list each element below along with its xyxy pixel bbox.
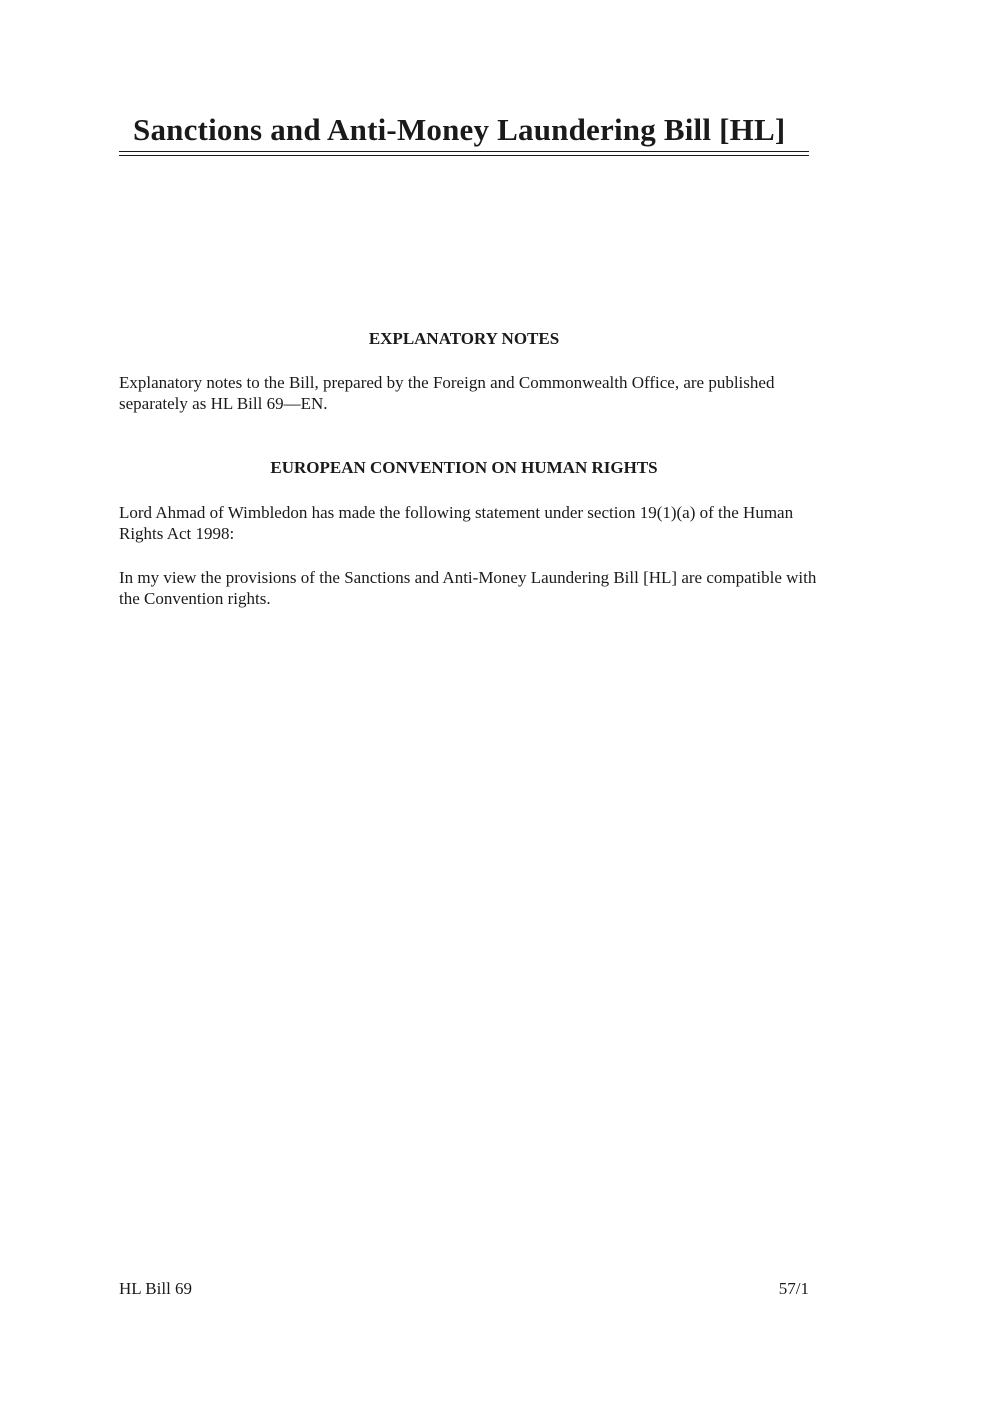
compatibility-statement-paragraph: In my view the provisions of the Sanctions and Anti-Money Laundering Bill [HL] are compatible with the Convention rights. xyxy=(119,568,817,608)
title-rule-bottom xyxy=(119,155,809,156)
title-rule-top xyxy=(119,151,809,152)
footer-bill-number: HL Bill 69 xyxy=(119,1279,193,1298)
statement-intro-paragraph: Lord Ahmad of Wimbledon has made the following statement under section 19(1)(a) of the Human Rights Act 1998: xyxy=(119,503,794,543)
explanatory-notes-paragraph: Explanatory notes to the Bill, prepared by the Foreign and Commonwealth Office, are published separately as HL Bill 69—EN. xyxy=(119,373,775,413)
footer-page-reference: 57/1 xyxy=(778,1279,809,1298)
section-heading-explanatory-notes: EXPLANATORY NOTES xyxy=(368,329,560,348)
section-heading-echr: EUROPEAN CONVENTION ON HUMAN RIGHTS xyxy=(270,458,658,477)
document-title: Sanctions and Anti-Money Laundering Bill [HL] xyxy=(133,112,786,147)
